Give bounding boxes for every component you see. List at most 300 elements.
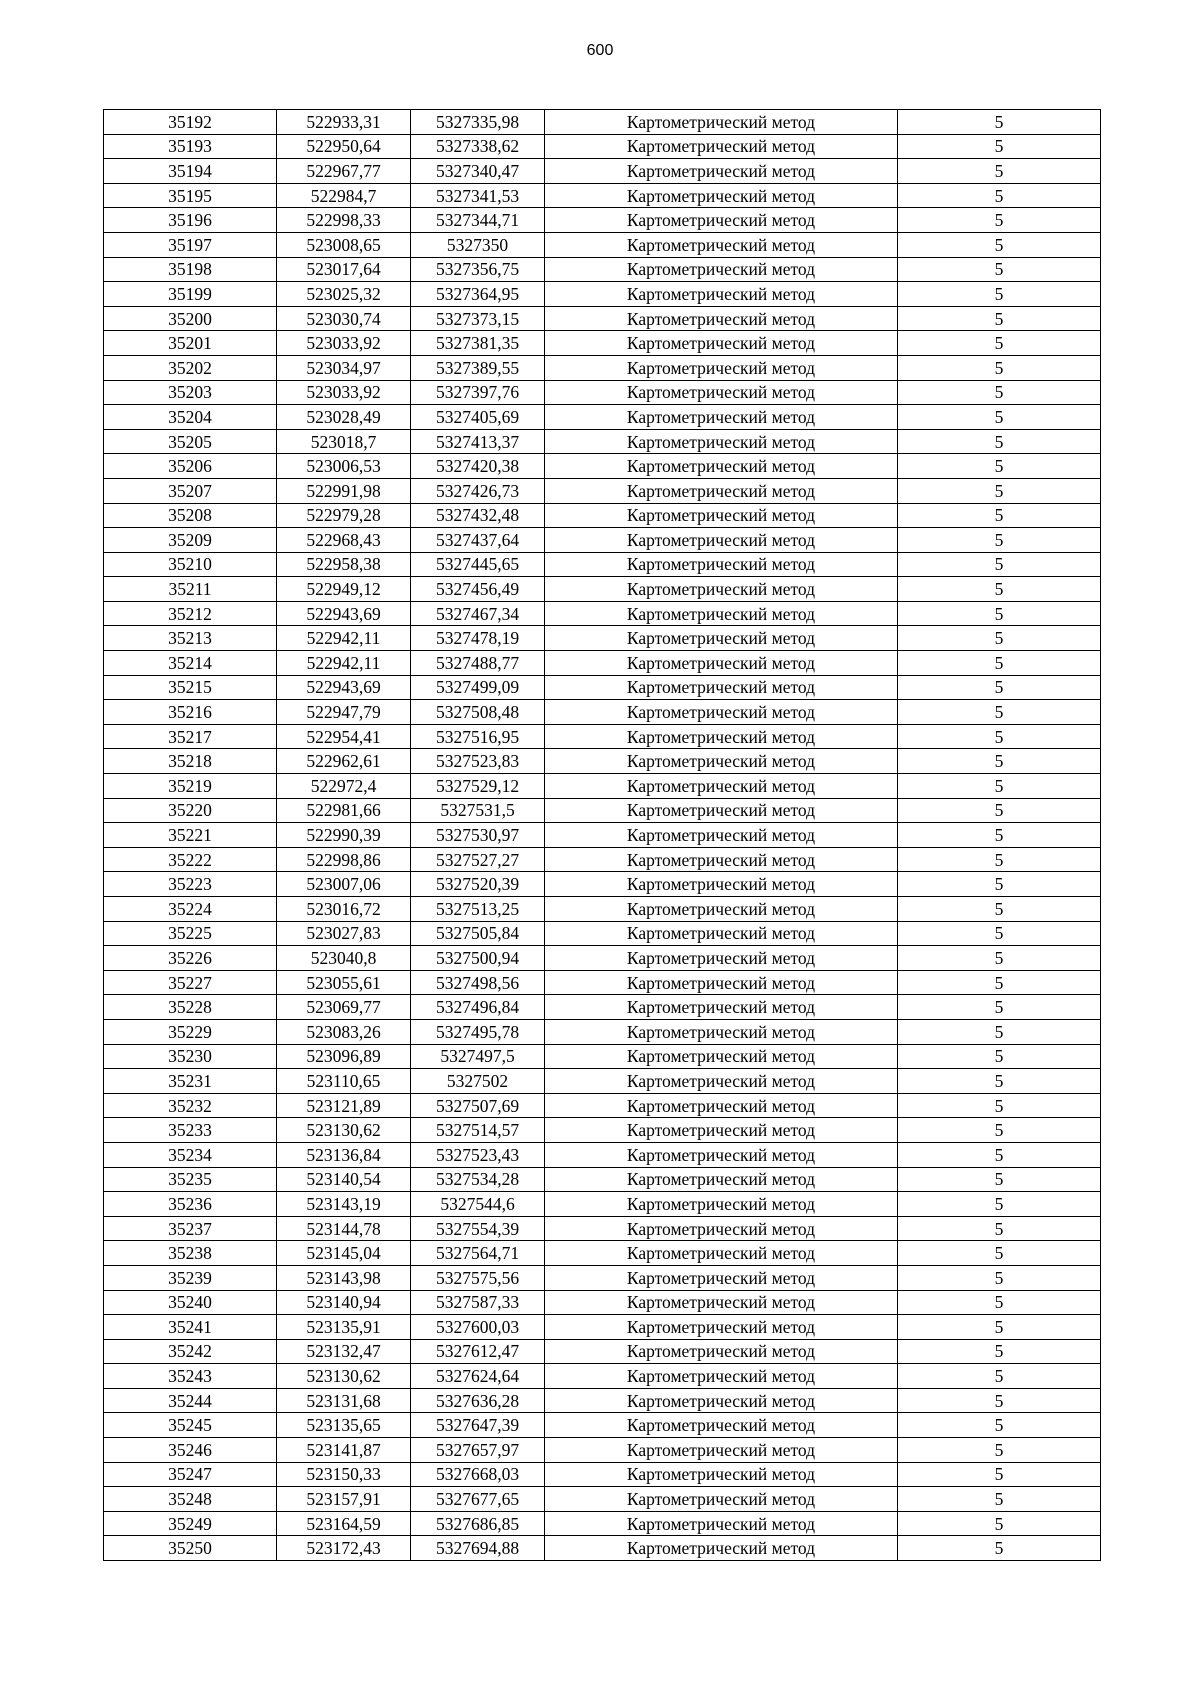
x-coordinate-cell: 523145,04 <box>277 1241 411 1266</box>
method-cell: Картометрический метод <box>545 651 898 676</box>
table-row <box>104 626 1101 651</box>
accuracy-cell: 5 <box>898 1413 1101 1438</box>
table-row <box>104 651 1101 676</box>
x-coordinate-cell: 523033,92 <box>277 380 411 405</box>
y-coordinate-cell: 5327677,65 <box>411 1487 545 1512</box>
point-number-cell: 35202 <box>104 355 277 380</box>
y-coordinate-cell: 5327420,38 <box>411 454 545 479</box>
table-row <box>104 1536 1101 1561</box>
point-number-cell: 35207 <box>104 478 277 503</box>
table-row <box>104 921 1101 946</box>
point-number-cell: 35224 <box>104 897 277 922</box>
table-row <box>104 724 1101 749</box>
accuracy-cell: 5 <box>898 1192 1101 1217</box>
y-coordinate-cell: 5327694,88 <box>411 1536 545 1561</box>
accuracy-cell: 5 <box>898 921 1101 946</box>
point-number-cell: 35209 <box>104 528 277 553</box>
point-number-cell: 35196 <box>104 208 277 233</box>
table-row <box>104 503 1101 528</box>
accuracy-cell: 5 <box>898 946 1101 971</box>
method-cell: Картометрический метод <box>545 1019 898 1044</box>
x-coordinate-cell: 522979,28 <box>277 503 411 528</box>
table-row <box>104 429 1101 454</box>
y-coordinate-cell: 5327405,69 <box>411 405 545 430</box>
y-coordinate-cell: 5327531,5 <box>411 798 545 823</box>
y-coordinate-cell: 5327437,64 <box>411 528 545 553</box>
method-cell: Картометрический метод <box>545 110 898 135</box>
coordinates-table-body <box>104 110 1101 1561</box>
x-coordinate-cell: 523131,68 <box>277 1388 411 1413</box>
accuracy-cell: 5 <box>898 1364 1101 1389</box>
point-number-cell: 35194 <box>104 159 277 184</box>
table-row <box>104 1241 1101 1266</box>
y-coordinate-cell: 5327389,55 <box>411 355 545 380</box>
table-row <box>104 1438 1101 1463</box>
accuracy-cell: 5 <box>898 651 1101 676</box>
method-cell: Картометрический метод <box>545 454 898 479</box>
table-row <box>104 1265 1101 1290</box>
y-coordinate-cell: 5327335,98 <box>411 110 545 135</box>
accuracy-cell: 5 <box>898 1019 1101 1044</box>
point-number-cell: 35217 <box>104 724 277 749</box>
accuracy-cell: 5 <box>898 847 1101 872</box>
y-coordinate-cell: 5327647,39 <box>411 1413 545 1438</box>
x-coordinate-cell: 523016,72 <box>277 897 411 922</box>
table-row <box>104 355 1101 380</box>
x-coordinate-cell: 523164,59 <box>277 1511 411 1536</box>
accuracy-cell: 5 <box>898 872 1101 897</box>
accuracy-cell: 5 <box>898 159 1101 184</box>
y-coordinate-cell: 5327668,03 <box>411 1462 545 1487</box>
point-number-cell: 35195 <box>104 183 277 208</box>
y-coordinate-cell: 5327564,71 <box>411 1241 545 1266</box>
x-coordinate-cell: 522933,31 <box>277 110 411 135</box>
y-coordinate-cell: 5327544,6 <box>411 1192 545 1217</box>
method-cell: Картометрический метод <box>545 1069 898 1094</box>
table-row <box>104 1413 1101 1438</box>
table-row <box>104 1142 1101 1167</box>
method-cell: Картометрический метод <box>545 970 898 995</box>
point-number-cell: 35230 <box>104 1044 277 1069</box>
method-cell: Картометрический метод <box>545 331 898 356</box>
y-coordinate-cell: 5327496,84 <box>411 995 545 1020</box>
table-row <box>104 405 1101 430</box>
table-row <box>104 970 1101 995</box>
table-row <box>104 380 1101 405</box>
method-cell: Картометрический метод <box>545 995 898 1020</box>
accuracy-cell: 5 <box>898 897 1101 922</box>
method-cell: Картометрический метод <box>545 1413 898 1438</box>
point-number-cell: 35233 <box>104 1118 277 1143</box>
x-coordinate-cell: 522942,11 <box>277 651 411 676</box>
method-cell: Картометрический метод <box>545 528 898 553</box>
method-cell: Картометрический метод <box>545 724 898 749</box>
point-number-cell: 35218 <box>104 749 277 774</box>
method-cell: Картометрический метод <box>545 1192 898 1217</box>
y-coordinate-cell: 5327508,48 <box>411 700 545 725</box>
x-coordinate-cell: 523030,74 <box>277 306 411 331</box>
point-number-cell: 35210 <box>104 552 277 577</box>
table-row <box>104 749 1101 774</box>
accuracy-cell: 5 <box>898 1462 1101 1487</box>
x-coordinate-cell: 523130,62 <box>277 1364 411 1389</box>
accuracy-cell: 5 <box>898 1216 1101 1241</box>
method-cell: Картометрический метод <box>545 552 898 577</box>
accuracy-cell: 5 <box>898 1142 1101 1167</box>
point-number-cell: 35231 <box>104 1069 277 1094</box>
accuracy-cell: 5 <box>898 626 1101 651</box>
accuracy-cell: 5 <box>898 405 1101 430</box>
y-coordinate-cell: 5327488,77 <box>411 651 545 676</box>
method-cell: Картометрический метод <box>545 872 898 897</box>
point-number-cell: 35221 <box>104 823 277 848</box>
x-coordinate-cell: 522947,79 <box>277 700 411 725</box>
accuracy-cell: 5 <box>898 503 1101 528</box>
y-coordinate-cell: 5327350 <box>411 232 545 257</box>
table-row <box>104 1069 1101 1094</box>
y-coordinate-cell: 5327523,83 <box>411 749 545 774</box>
accuracy-cell: 5 <box>898 331 1101 356</box>
method-cell: Картометрический метод <box>545 405 898 430</box>
y-coordinate-cell: 5327657,97 <box>411 1438 545 1463</box>
method-cell: Картометрический метод <box>545 1216 898 1241</box>
y-coordinate-cell: 5327397,76 <box>411 380 545 405</box>
y-coordinate-cell: 5327445,65 <box>411 552 545 577</box>
page-number: 600 <box>586 42 614 59</box>
accuracy-cell: 5 <box>898 601 1101 626</box>
accuracy-cell: 5 <box>898 1536 1101 1561</box>
point-number-cell: 35226 <box>104 946 277 971</box>
method-cell: Картометрический метод <box>545 1167 898 1192</box>
table-row <box>104 478 1101 503</box>
x-coordinate-cell: 522972,4 <box>277 774 411 799</box>
point-number-cell: 35249 <box>104 1511 277 1536</box>
point-number-cell: 35245 <box>104 1413 277 1438</box>
method-cell: Картометрический метод <box>545 774 898 799</box>
table-row <box>104 1192 1101 1217</box>
accuracy-cell: 5 <box>898 134 1101 159</box>
x-coordinate-cell: 522958,38 <box>277 552 411 577</box>
x-coordinate-cell: 523140,94 <box>277 1290 411 1315</box>
x-coordinate-cell: 523017,64 <box>277 257 411 282</box>
accuracy-cell: 5 <box>898 257 1101 282</box>
x-coordinate-cell: 523143,98 <box>277 1265 411 1290</box>
table-row <box>104 1315 1101 1340</box>
table-row <box>104 577 1101 602</box>
accuracy-cell: 5 <box>898 724 1101 749</box>
x-coordinate-cell: 522998,86 <box>277 847 411 872</box>
y-coordinate-cell: 5327529,12 <box>411 774 545 799</box>
y-coordinate-cell: 5327527,27 <box>411 847 545 872</box>
point-number-cell: 35246 <box>104 1438 277 1463</box>
accuracy-cell: 5 <box>898 429 1101 454</box>
method-cell: Картометрический метод <box>545 1339 898 1364</box>
accuracy-cell: 5 <box>898 1315 1101 1340</box>
y-coordinate-cell: 5327575,56 <box>411 1265 545 1290</box>
table-row <box>104 331 1101 356</box>
method-cell: Картометрический метод <box>545 306 898 331</box>
method-cell: Картометрический метод <box>545 429 898 454</box>
point-number-cell: 35200 <box>104 306 277 331</box>
x-coordinate-cell: 522990,39 <box>277 823 411 848</box>
point-number-cell: 35205 <box>104 429 277 454</box>
accuracy-cell: 5 <box>898 282 1101 307</box>
accuracy-cell: 5 <box>898 110 1101 135</box>
accuracy-cell: 5 <box>898 700 1101 725</box>
accuracy-cell: 5 <box>898 355 1101 380</box>
point-number-cell: 35213 <box>104 626 277 651</box>
y-coordinate-cell: 5327432,48 <box>411 503 545 528</box>
accuracy-cell: 5 <box>898 1339 1101 1364</box>
accuracy-cell: 5 <box>898 995 1101 1020</box>
method-cell: Картометрический метод <box>545 503 898 528</box>
table-row <box>104 528 1101 553</box>
x-coordinate-cell: 523040,8 <box>277 946 411 971</box>
point-number-cell: 35244 <box>104 1388 277 1413</box>
y-coordinate-cell: 5327498,56 <box>411 970 545 995</box>
y-coordinate-cell: 5327500,94 <box>411 946 545 971</box>
method-cell: Картометрический метод <box>545 577 898 602</box>
point-number-cell: 35219 <box>104 774 277 799</box>
point-number-cell: 35234 <box>104 1142 277 1167</box>
point-number-cell: 35204 <box>104 405 277 430</box>
method-cell: Картометрический метод <box>545 1388 898 1413</box>
coordinates-table <box>103 109 1101 1561</box>
method-cell: Картометрический метод <box>545 749 898 774</box>
method-cell: Картометрический метод <box>545 823 898 848</box>
accuracy-cell: 5 <box>898 798 1101 823</box>
accuracy-cell: 5 <box>898 1438 1101 1463</box>
x-coordinate-cell: 522984,7 <box>277 183 411 208</box>
accuracy-cell: 5 <box>898 1511 1101 1536</box>
y-coordinate-cell: 5327456,49 <box>411 577 545 602</box>
y-coordinate-cell: 5327344,71 <box>411 208 545 233</box>
y-coordinate-cell: 5327338,62 <box>411 134 545 159</box>
y-coordinate-cell: 5327587,33 <box>411 1290 545 1315</box>
y-coordinate-cell: 5327612,47 <box>411 1339 545 1364</box>
method-cell: Картометрический метод <box>545 1118 898 1143</box>
method-cell: Картометрический метод <box>545 1265 898 1290</box>
point-number-cell: 35203 <box>104 380 277 405</box>
table-row <box>104 208 1101 233</box>
point-number-cell: 35240 <box>104 1290 277 1315</box>
point-number-cell: 35238 <box>104 1241 277 1266</box>
accuracy-cell: 5 <box>898 208 1101 233</box>
table-row <box>104 232 1101 257</box>
method-cell: Картометрический метод <box>545 282 898 307</box>
method-cell: Картометрический метод <box>545 1142 898 1167</box>
point-number-cell: 35239 <box>104 1265 277 1290</box>
accuracy-cell: 5 <box>898 1167 1101 1192</box>
y-coordinate-cell: 5327686,85 <box>411 1511 545 1536</box>
point-number-cell: 35225 <box>104 921 277 946</box>
table-row <box>104 897 1101 922</box>
point-number-cell: 35198 <box>104 257 277 282</box>
x-coordinate-cell: 522998,33 <box>277 208 411 233</box>
y-coordinate-cell: 5327497,5 <box>411 1044 545 1069</box>
accuracy-cell: 5 <box>898 970 1101 995</box>
table-row <box>104 1462 1101 1487</box>
table-row <box>104 1364 1101 1389</box>
y-coordinate-cell: 5327340,47 <box>411 159 545 184</box>
method-cell: Картометрический метод <box>545 478 898 503</box>
x-coordinate-cell: 522943,69 <box>277 601 411 626</box>
x-coordinate-cell: 522962,61 <box>277 749 411 774</box>
y-coordinate-cell: 5327516,95 <box>411 724 545 749</box>
point-number-cell: 35192 <box>104 110 277 135</box>
table-row <box>104 1216 1101 1241</box>
accuracy-cell: 5 <box>898 478 1101 503</box>
accuracy-cell: 5 <box>898 1388 1101 1413</box>
table-row <box>104 183 1101 208</box>
y-coordinate-cell: 5327426,73 <box>411 478 545 503</box>
table-row <box>104 306 1101 331</box>
accuracy-cell: 5 <box>898 1265 1101 1290</box>
method-cell: Картометрический метод <box>545 1093 898 1118</box>
point-number-cell: 35214 <box>104 651 277 676</box>
point-number-cell: 35197 <box>104 232 277 257</box>
accuracy-cell: 5 <box>898 1093 1101 1118</box>
method-cell: Картометрический метод <box>545 1536 898 1561</box>
y-coordinate-cell: 5327478,19 <box>411 626 545 651</box>
method-cell: Картометрический метод <box>545 1044 898 1069</box>
table-row <box>104 110 1101 135</box>
table-row <box>104 257 1101 282</box>
accuracy-cell: 5 <box>898 577 1101 602</box>
table-row <box>104 1118 1101 1143</box>
x-coordinate-cell: 523144,78 <box>277 1216 411 1241</box>
method-cell: Картометрический метод <box>545 897 898 922</box>
accuracy-cell: 5 <box>898 774 1101 799</box>
x-coordinate-cell: 523033,92 <box>277 331 411 356</box>
point-number-cell: 35211 <box>104 577 277 602</box>
accuracy-cell: 5 <box>898 1069 1101 1094</box>
table-row <box>104 798 1101 823</box>
table-row <box>104 1167 1101 1192</box>
point-number-cell: 35228 <box>104 995 277 1020</box>
x-coordinate-cell: 522968,43 <box>277 528 411 553</box>
y-coordinate-cell: 5327495,78 <box>411 1019 545 1044</box>
x-coordinate-cell: 523135,65 <box>277 1413 411 1438</box>
accuracy-cell: 5 <box>898 1118 1101 1143</box>
x-coordinate-cell: 523132,47 <box>277 1339 411 1364</box>
point-number-cell: 35222 <box>104 847 277 872</box>
x-coordinate-cell: 523069,77 <box>277 995 411 1020</box>
method-cell: Картометрический метод <box>545 1438 898 1463</box>
y-coordinate-cell: 5327373,15 <box>411 306 545 331</box>
method-cell: Картометрический метод <box>545 1290 898 1315</box>
table-row <box>104 454 1101 479</box>
x-coordinate-cell: 522981,66 <box>277 798 411 823</box>
point-number-cell: 35208 <box>104 503 277 528</box>
x-coordinate-cell: 523135,91 <box>277 1315 411 1340</box>
table-row <box>104 847 1101 872</box>
x-coordinate-cell: 522967,77 <box>277 159 411 184</box>
table-row <box>104 1339 1101 1364</box>
x-coordinate-cell: 523025,32 <box>277 282 411 307</box>
point-number-cell: 35248 <box>104 1487 277 1512</box>
method-cell: Картометрический метод <box>545 847 898 872</box>
method-cell: Картометрический метод <box>545 921 898 946</box>
point-number-cell: 35236 <box>104 1192 277 1217</box>
x-coordinate-cell: 522949,12 <box>277 577 411 602</box>
point-number-cell: 35201 <box>104 331 277 356</box>
method-cell: Картометрический метод <box>545 798 898 823</box>
x-coordinate-cell: 523150,33 <box>277 1462 411 1487</box>
method-cell: Картометрический метод <box>545 946 898 971</box>
table-row <box>104 1388 1101 1413</box>
method-cell: Картометрический метод <box>545 675 898 700</box>
table-row <box>104 700 1101 725</box>
accuracy-cell: 5 <box>898 1044 1101 1069</box>
method-cell: Картометрический метод <box>545 159 898 184</box>
table-row <box>104 159 1101 184</box>
y-coordinate-cell: 5327530,97 <box>411 823 545 848</box>
x-coordinate-cell: 522950,64 <box>277 134 411 159</box>
y-coordinate-cell: 5327624,64 <box>411 1364 545 1389</box>
method-cell: Картометрический метод <box>545 380 898 405</box>
table-row <box>104 1019 1101 1044</box>
method-cell: Картометрический метод <box>545 700 898 725</box>
table-row <box>104 946 1101 971</box>
point-number-cell: 35237 <box>104 1216 277 1241</box>
method-cell: Картометрический метод <box>545 183 898 208</box>
x-coordinate-cell: 523055,61 <box>277 970 411 995</box>
x-coordinate-cell: 523027,83 <box>277 921 411 946</box>
point-number-cell: 35212 <box>104 601 277 626</box>
x-coordinate-cell: 522943,69 <box>277 675 411 700</box>
y-coordinate-cell: 5327514,57 <box>411 1118 545 1143</box>
method-cell: Картометрический метод <box>545 257 898 282</box>
method-cell: Картометрический метод <box>545 601 898 626</box>
accuracy-cell: 5 <box>898 749 1101 774</box>
accuracy-cell: 5 <box>898 1487 1101 1512</box>
method-cell: Картометрический метод <box>545 1511 898 1536</box>
accuracy-cell: 5 <box>898 306 1101 331</box>
accuracy-cell: 5 <box>898 183 1101 208</box>
table-row <box>104 552 1101 577</box>
table-row <box>104 1511 1101 1536</box>
y-coordinate-cell: 5327534,28 <box>411 1167 545 1192</box>
x-coordinate-cell: 522954,41 <box>277 724 411 749</box>
y-coordinate-cell: 5327413,37 <box>411 429 545 454</box>
point-number-cell: 35223 <box>104 872 277 897</box>
method-cell: Картометрический метод <box>545 626 898 651</box>
table-row <box>104 823 1101 848</box>
x-coordinate-cell: 523018,7 <box>277 429 411 454</box>
table-row <box>104 1093 1101 1118</box>
accuracy-cell: 5 <box>898 1241 1101 1266</box>
x-coordinate-cell: 523136,84 <box>277 1142 411 1167</box>
table-row <box>104 134 1101 159</box>
y-coordinate-cell: 5327523,43 <box>411 1142 545 1167</box>
table-row <box>104 1487 1101 1512</box>
accuracy-cell: 5 <box>898 528 1101 553</box>
table-row <box>104 601 1101 626</box>
point-number-cell: 35241 <box>104 1315 277 1340</box>
method-cell: Картометрический метод <box>545 1241 898 1266</box>
x-coordinate-cell: 523096,89 <box>277 1044 411 1069</box>
x-coordinate-cell: 523028,49 <box>277 405 411 430</box>
table-row <box>104 1290 1101 1315</box>
x-coordinate-cell: 523008,65 <box>277 232 411 257</box>
table-row <box>104 675 1101 700</box>
point-number-cell: 35247 <box>104 1462 277 1487</box>
table-row <box>104 1044 1101 1069</box>
table-row <box>104 995 1101 1020</box>
point-number-cell: 35216 <box>104 700 277 725</box>
accuracy-cell: 5 <box>898 232 1101 257</box>
